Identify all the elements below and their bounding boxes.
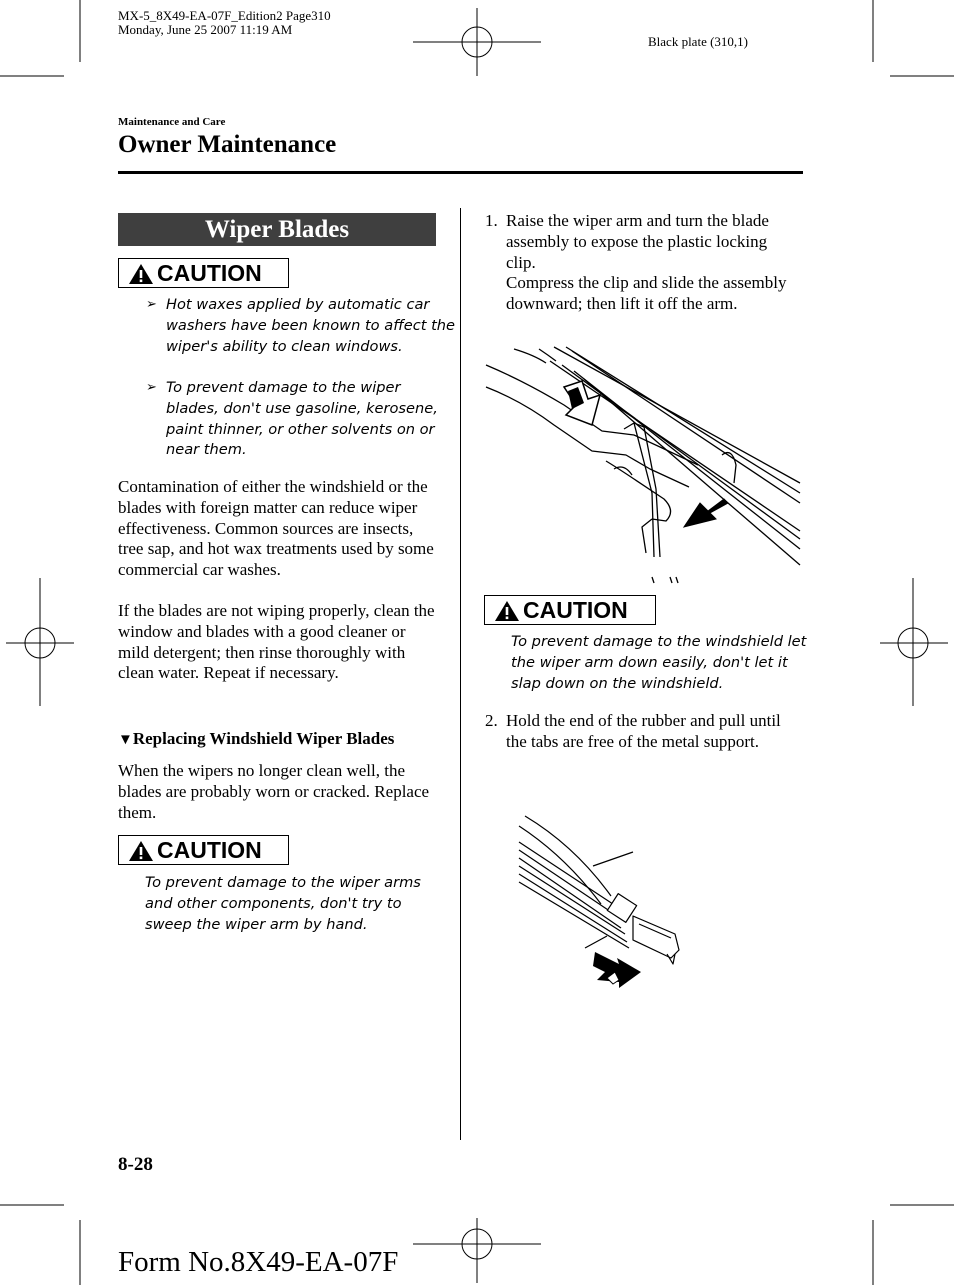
wiper-removal-illustration <box>484 343 802 585</box>
warning-triangle-icon <box>128 840 154 862</box>
caution-word: CAUTION <box>157 837 262 863</box>
page-number: 8-28 <box>118 1154 153 1175</box>
header-rule <box>118 171 803 174</box>
warning-triangle-icon <box>128 263 154 285</box>
step-1-text-b: Compress the clip and slide the assembly downward; then lift it off the arm. <box>506 273 787 314</box>
caution-label-1 <box>118 258 289 288</box>
caution-2-text: To prevent damage to the wiper arms and other components, don't try to sweep the wiper arm by hand. <box>145 874 421 933</box>
section-label: Maintenance and Care <box>118 116 226 128</box>
caution-label-3 <box>484 595 656 625</box>
subheading-text: Replacing Windshield Wiper Blades <box>132 729 395 748</box>
section-banner <box>118 213 436 246</box>
paragraph-cleaning: If the blades are not wiping properly, clean the window and blades with a good cleaner or mild detergent; then rinse thoroughly with clean water. Repeat if necessary. <box>118 601 435 683</box>
warning-triangle-icon <box>494 600 520 622</box>
paragraph-replace: When the wipers no longer clean well, the blades are probably worn or cracked. Replace them. <box>118 761 430 822</box>
caution-1-item-1 <box>146 295 456 357</box>
step-2-text: Hold the end of the rubber and pull until the tabs are free of the metal support. <box>506 711 781 751</box>
slug-plate: Black plate (310,1) <box>648 34 748 49</box>
triangle-marker-icon: ▼ <box>118 732 133 748</box>
step-1-text-a: Raise the wiper arm and turn the blade assembly to expose the plastic locking clip. <box>506 211 769 272</box>
step-1-number: 1. <box>485 211 498 230</box>
column-divider <box>460 208 461 1140</box>
caution-1-text-1: Hot waxes applied by automatic car washers have been known to affect the wiper's ability to clean windows. <box>166 296 456 355</box>
slug-file-line: MX-5_8X49-EA-07F_Edition2 Page310 <box>118 8 331 23</box>
page-title: Owner Maintenance <box>118 131 337 158</box>
caution-1-text-2: To prevent damage to the wiper blades, don't use gasoline, kerosene, paint thinner, or other solvents on or near them. <box>166 379 438 459</box>
arrow-bullet-icon: ➢ <box>146 380 157 395</box>
arrow-bullet-icon: ➢ <box>146 297 157 312</box>
arrow-slide-icon <box>684 499 728 527</box>
caution-3-text: To prevent damage to the windshield let the wiper arm down easily, don't let it slap down on the windshield. <box>511 633 807 692</box>
arrow-pull-icon <box>593 952 641 988</box>
subheading <box>118 728 448 751</box>
slug-date-line: Monday, June 25 2007 11:19 AM <box>118 22 293 37</box>
caution-1-item-2 <box>146 378 456 461</box>
section-banner-title: Wiper Blades <box>204 216 350 243</box>
caution-word: CAUTION <box>157 260 262 286</box>
form-number: Form No.8X49-EA-07F <box>118 1246 399 1278</box>
step-2 <box>485 711 800 753</box>
rubber-removal-illustration <box>515 812 685 992</box>
step-2-number: 2. <box>485 711 498 730</box>
step-1 <box>485 211 800 315</box>
paragraph-contamination: Contamination of either the windshield or the blades with foreign matter can reduce wiper effectiveness. Common sources are insects, tree sap, and hot wax treatments used by some commercial car washes. <box>118 477 434 580</box>
caution-word: CAUTION <box>523 597 628 623</box>
caution-label-2 <box>118 835 289 865</box>
